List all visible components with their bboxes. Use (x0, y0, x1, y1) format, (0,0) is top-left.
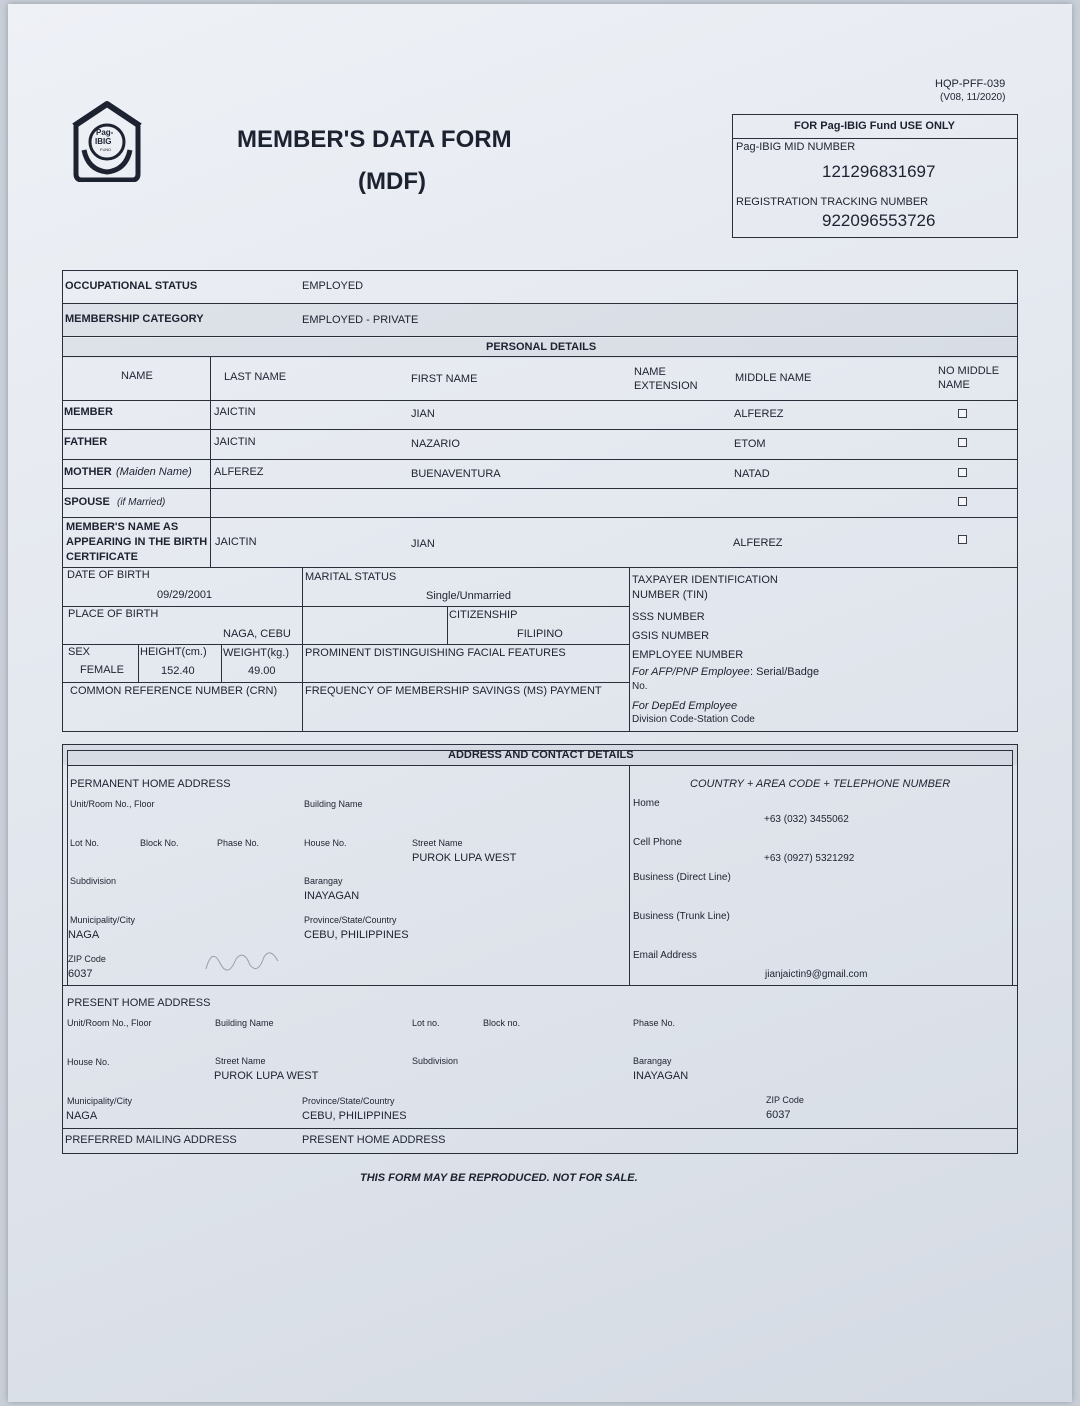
home-phone-label: Home (633, 798, 660, 809)
pres-subdivision-label: Subdivision (412, 1056, 459, 1066)
tin-label-line2: NUMBER (TIN) (632, 589, 708, 601)
tin-label-line1: TAXPAYER IDENTIFICATION (632, 574, 778, 586)
mother-last-name: ALFEREZ (214, 466, 264, 478)
cell-phone-value: +63 (0927) 5321292 (764, 853, 855, 864)
mother-no-middle-checkbox[interactable] (958, 468, 967, 477)
employee-number-label: EMPLOYEE NUMBER (632, 649, 744, 661)
pres-municipality-value: NAGA (66, 1110, 98, 1122)
father-last-name: JAICTIN (214, 436, 256, 448)
pres-phase-label: Phase No. (633, 1018, 676, 1028)
col-header-first: FIRST NAME (411, 373, 478, 385)
pres-street-value: PUROK LUPA WEST (214, 1070, 319, 1082)
present-address-title: PRESENT HOME ADDRESS (67, 997, 211, 1009)
row-label-member: MEMBER (64, 406, 113, 418)
row-label-mother-note: (Maiden Name) (116, 466, 192, 478)
signature-scribble (198, 939, 288, 979)
citizenship-value: FILIPINO (517, 628, 563, 640)
mother-first-name: BUENAVENTURA (411, 468, 501, 480)
pres-building-label: Building Name (215, 1018, 274, 1028)
form-title: MEMBER'S DATA FORM (237, 126, 512, 153)
permanent-address-title: PERMANENT HOME ADDRESS (70, 778, 231, 790)
birth-cert-label-3: CERTIFICATE (66, 551, 138, 563)
perm-lot-label: Lot No. (70, 838, 100, 848)
weight-value: 49.00 (248, 665, 276, 677)
marital-status-label: MARITAL STATUS (305, 571, 397, 583)
marital-status-value: Single/Unmarried (426, 590, 511, 602)
address-section-title: ADDRESS AND CONTACT DETAILS (448, 749, 634, 761)
father-no-middle-checkbox[interactable] (958, 438, 967, 447)
member-last-name: JAICTIN (214, 406, 256, 418)
logo-text-small: FUND (100, 147, 112, 152)
pres-zip-label: ZIP Code (766, 1095, 804, 1105)
perm-subdivision-label: Subdivision (70, 876, 117, 886)
rtn-label: REGISTRATION TRACKING NUMBER (736, 196, 929, 208)
perm-street-label: Street Name (412, 838, 463, 848)
birth-cert-middle-name: ALFEREZ (733, 537, 783, 549)
row-label-father: FATHER (64, 436, 108, 448)
occupational-status-label: OCCUPATIONAL STATUS (65, 280, 198, 292)
pres-block-label: Block no. (483, 1018, 521, 1028)
dob-label: DATE OF BIRTH (67, 569, 150, 581)
pob-value: NAGA, CEBU (223, 628, 291, 640)
mid-number-value: 121296831697 (822, 162, 936, 181)
perm-block-label: Block No. (140, 838, 179, 848)
form-sheet (8, 4, 1072, 1402)
business-direct-label: Business (Direct Line) (633, 872, 731, 883)
row-label-mother: MOTHER (64, 466, 112, 478)
birth-cert-first-name: JIAN (411, 538, 435, 550)
perm-unit-label: Unit/Room No., Floor (70, 799, 155, 809)
pres-province-value: CEBU, PHILIPPINES (302, 1110, 407, 1122)
height-label: HEIGHT(cm.) (140, 646, 207, 658)
perm-municipality-label: Municipality/City (70, 915, 136, 925)
pres-province-label: Province/State/Country (302, 1096, 395, 1106)
pob-label: PLACE OF BIRTH (68, 608, 159, 620)
gsis-label: GSIS NUMBER (632, 630, 710, 642)
pres-municipality-label: Municipality/City (67, 1096, 133, 1106)
father-first-name: NAZARIO (411, 438, 460, 450)
afp-pnp-label: For AFP/PNP Employee (632, 666, 750, 678)
pagibig-logo (68, 100, 146, 182)
pres-lot-label: Lot no. (412, 1018, 440, 1028)
logo-text-bottom: IBIG (95, 137, 112, 146)
email-label: Email Address (633, 950, 697, 961)
spouse-no-middle-checkbox[interactable] (958, 497, 967, 506)
member-middle-name: ALFEREZ (734, 408, 784, 420)
form-code: HQP-PFF-039 (935, 78, 1006, 90)
birth-cert-last-name: JAICTIN (215, 536, 257, 548)
ms-frequency-label: FREQUENCY OF MEMBERSHIP SAVINGS (MS) PAYMENT (305, 685, 602, 697)
perm-municipality-value: NAGA (68, 929, 100, 941)
pres-barangay-label: Barangay (633, 1056, 672, 1066)
col-header-last: LAST NAME (224, 371, 287, 383)
row-label-spouse: SPOUSE (64, 496, 110, 508)
mid-number-label: Pag-IBIG MID NUMBER (736, 141, 856, 153)
height-value: 152.40 (161, 665, 195, 677)
afp-pnp-note: : Serial/Badge (750, 666, 820, 678)
business-trunk-label: Business (Trunk Line) (633, 911, 730, 922)
pres-street-label: Street Name (215, 1056, 266, 1066)
deped-note: Division Code-Station Code (632, 714, 755, 725)
perm-house-label: House No. (304, 838, 347, 848)
col-header-nomiddle-line2: NAME (938, 379, 970, 391)
facial-features-label: PROMINENT DISTINGUISHING FACIAL FEATURES (305, 647, 566, 659)
pres-unit-label: Unit/Room No., Floor (67, 1018, 152, 1028)
crn-label: COMMON REFERENCE NUMBER (CRN) (70, 685, 278, 697)
col-header-nomiddle-line1: NO MIDDLE (938, 365, 1000, 377)
occupational-status-value: EMPLOYED (302, 280, 364, 292)
office-use-title: FOR Pag-IBIG Fund USE ONLY (794, 120, 955, 132)
perm-province-value: CEBU, PHILIPPINES (304, 929, 409, 941)
perm-zip-label: ZIP Code (68, 954, 106, 964)
pres-barangay-value: INAYAGAN (633, 1070, 689, 1082)
col-header-ext-line2: EXTENSION (634, 380, 698, 392)
membership-category-label: MEMBERSHIP CATEGORY (65, 313, 204, 325)
perm-zip-value: 6037 (68, 968, 93, 980)
pres-house-label: House No. (67, 1057, 110, 1067)
col-header-name: NAME (121, 370, 153, 382)
member-no-middle-checkbox[interactable] (958, 409, 967, 418)
citizenship-label: CITIZENSHIP (449, 609, 518, 621)
father-middle-name: ETOM (734, 438, 766, 450)
perm-barangay-value: INAYAGAN (304, 890, 360, 902)
sss-label: SSS NUMBER (632, 611, 705, 623)
perm-barangay-label: Barangay (304, 876, 343, 886)
form-version: (V08, 11/2020) (940, 92, 1006, 103)
birth-cert-label-1: MEMBER'S NAME AS (66, 521, 179, 533)
member-first-name: JIAN (411, 408, 435, 420)
birth-cert-label-2: APPEARING IN THE BIRTH (66, 536, 208, 548)
perm-province-label: Province/State/Country (304, 915, 397, 925)
contact-number-title: COUNTRY + AREA CODE + TELEPHONE NUMBER (690, 778, 951, 790)
reproduction-note: THIS FORM MAY BE REPRODUCED. NOT FOR SALE. (360, 1172, 638, 1184)
row-label-spouse-note: (if Married) (117, 497, 166, 508)
preferred-mailing-label: PREFERRED MAILING ADDRESS (65, 1134, 237, 1146)
pres-zip-value: 6037 (766, 1109, 791, 1121)
deped-label: For DepEd Employee (632, 700, 738, 712)
mother-middle-name: NATAD (734, 468, 770, 480)
dob-value: 09/29/2001 (157, 589, 213, 601)
preferred-mailing-value: PRESENT HOME ADDRESS (302, 1134, 446, 1146)
weight-label: WEIGHT(kg.) (223, 647, 289, 659)
cell-phone-label: Cell Phone (633, 837, 682, 848)
membership-category-value: EMPLOYED - PRIVATE (302, 314, 419, 326)
logo-text-top: Pag- (96, 128, 114, 137)
perm-street-value: PUROK LUPA WEST (412, 852, 517, 864)
sex-label: SEX (68, 646, 91, 658)
afp-pnp-note-2: No. (632, 681, 648, 692)
email-value: jianjaictin9@gmail.com (765, 969, 868, 980)
personal-details-title: PERSONAL DETAILS (486, 341, 597, 353)
sex-value: FEMALE (80, 664, 125, 676)
perm-building-label: Building Name (304, 799, 363, 809)
col-header-ext-line1: NAME (634, 366, 666, 378)
home-phone-value: +63 (032) 3455062 (764, 814, 849, 825)
perm-phase-label: Phase No. (217, 838, 260, 848)
rtn-value: 922096553726 (822, 211, 936, 230)
col-header-middle: MIDDLE NAME (735, 372, 812, 384)
birth-cert-no-middle-checkbox[interactable] (958, 535, 967, 544)
form-title-abbrev: (MDF) (358, 168, 426, 195)
